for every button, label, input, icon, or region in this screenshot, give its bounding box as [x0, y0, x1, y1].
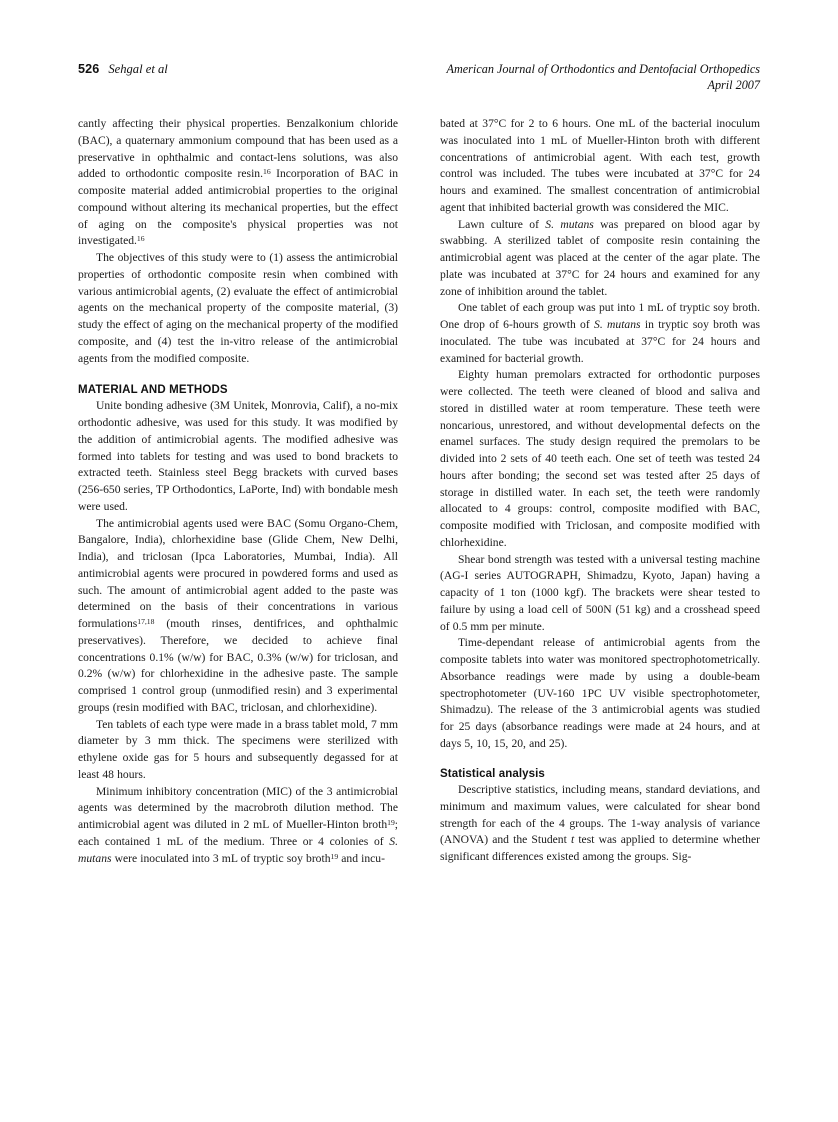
page-number: 526 [78, 62, 100, 76]
paragraph-continued-incubation: bated at 37°C for 2 to 6 hours. One mL of the bacterial inoculum was inoculated into 1 mL of Mueller-Hinton broth with different concentrations of antimicrobial agent. With each test, growth control was included. The tubes were incubated at 37°C for 24 hours and examined. The smallest concentration of antimicrobial agent that inhibited bacterial growth was considered the MIC. [440, 117, 760, 214]
heading-material-and-methods: MATERIAL AND METHODS [78, 383, 228, 396]
paragraph-objectives: The objectives of this study were to (1) assess the antimicrobial properties of orthodontic composite resin when combined with various antimicrobial agents, (2) evaluate the effect of antimicrobial agents on the mechanical property of the composite material, (3) study the effect of aging on the mechanical property of the modified composite, and (4) test the in-vitro release of the antimicrobial agents from the modified composite. [78, 251, 398, 365]
author-byline: Sehgal et al [108, 62, 168, 76]
paragraph-mic: Minimum inhibitory concentration (MIC) of the 3 antimicrobial agents was determined by the macrobroth dilution method. The antimicrobial agent was diluted in 2 mL of Mueller-Hinton broth$^{19}$; each contained 1 mL of the medium. Three or 4 colonies of S. mutans were inoculated into 3 mL of tryptic soy broth$^{19}$ and incu- [78, 784, 398, 865]
paragraph-time-dependant-release: Time-dependant release of antimicrobial agents from the composite tablets into water was monitored spectrophotometrically. Absorbance readings were made by using a double-beam spectrophotometer (UV-160 1PC UV visible spectrophotometer, Shimadzu). The release of the 3 antimicrobial agents was studied for 25 days (absorbance readings were made at 24 hours, and at days 5, 10, 15, 20, and 25). [440, 636, 760, 750]
paragraph-descriptive-statistics: Descriptive statistics, including means, standard deviations, and minimum and maximum values, were calculated for shear bond strength for each of the 4 groups. The 1-way analysis of variance (ANOVA) and the Student t test was applied to determine whether significant differences existed among the groups. Sig- [440, 783, 760, 863]
paragraph-continued-benzalkonium: cantly affecting their physical properties. Benzalkonium chloride (BAC), a quaternary ammonium compound that has been used as a preservative in ophthalmic and contact-lens solutions, was also added to orthodontic composite resin.$^{16}$ Incorporation of BAC in composite material added antimicrobial properties to the original compound without altering its mechanical properties, but the effect of aging on the composite's physical properties was not investigated.$^{16}$ [78, 117, 399, 248]
issue-date: April 2007 [707, 77, 760, 92]
running-head-left [78, 62, 168, 77]
paragraph-tablet-broth: One tablet of each group was put into 1 mL of tryptic soy broth. One drop of 6-hours growth of S. mutans in tryptic soy broth was inoculated. The tube was incubated at 37°C for 24 hours and examined for bacterial growth. [440, 301, 761, 365]
column-left [78, 116, 398, 867]
paragraph-premolars: Eighty human premolars extracted for orthodontic purposes were collected. The teeth were cleaned of blood and saliva and stored in distilled water at room temperature. These teeth were noncarious, unrestored, and without developmental defects on the enamel surfaces. The study design required the premolars to be divided into 2 sets of 40 teeth each. One set of teeth was tested 24 hours after bonding; the second set was tested after 25 days of storage in distilled water. In each set, the teeth were randomly allocated to 4 groups: control, composite modified with BAC, composite modified with Triclosan, and composite modified with chlorhexidine. [440, 368, 760, 549]
column-right [440, 116, 760, 866]
journal-title: American Journal of Orthodontics and Dentofacial Orthopedics [446, 62, 760, 76]
paragraph-shear-bond-strength: Shear bond strength was tested with a universal testing machine (AG-I series AUTOGRAPH, Shimadzu, Kyoto, Japan) having a capacity of 1 ton (1000 kgf). The brackets were shear tested to failure by using a load cell of 500N (51 kg) and a crosshead speed of 0.5 mm per minute. [440, 552, 760, 633]
running-head-right [447, 62, 760, 93]
paragraph-tablets: Ten tablets of each type were made in a brass tablet mold, 7 mm diameter by 3 mm thick. The specimens were sterilized with ethylene oxide gas for 5 hours and subsequently degassed for at least 48 hours. [78, 717, 398, 781]
running-head [78, 62, 760, 96]
paragraph-lawn-culture: Lawn culture of S. mutans was prepared on blood agar by swabbing. A sterilized tablet of composite resin containing the antimicrobial agent was placed at the center of the agar plate. The plate was incubated at 37°C for 24 hours and examined for any zone of inhibition around the tablet. [440, 217, 761, 298]
paragraph-antimicrobial-agents: The antimicrobial agents used were BAC (Somu Organo-Chem, Bangalore, India), chlorhexidine base (Glide Chem, New Delhi, India), and triclosan (Ipca Laboratories, Mumbai, India). All antimicrobial agents were procured in powdered forms and used as such. The amount of antimicrobial agent added to the paste was determined on the basis of their concentrations in various formulations$^{17,18}$ (mouth rinses, dentifrices, and ophthalmic preservatives). Therefore, we decided to achieve final concentrations 0.1% (w/w) for BAC, 0.3% (w/w) for triclosan, and 0.2% (w/w) for chlorhexidine in the adhesive paste. The sample comprised 1 control group (unmodified resin) and 3 experimental groups (resin modified with BAC, triclosan, and chlorhexidine). [78, 516, 398, 714]
heading-statistical-analysis: Statistical analysis [440, 767, 545, 780]
body-columns [78, 116, 760, 1056]
paragraph-bonding-adhesive: Unite bonding adhesive (3M Unitek, Monrovia, Calif), a no-mix orthodontic adhesive, was used for this study. It was modified by the addition of antimicrobial agents. The modified adhesive was formed into tablets for testing and was used to bond brackets to extracted teeth. Stainless steel Begg brackets with curved bases (256-650 series, TP Orthodontics, LaPorte, Ind) with bondable mesh were used. [78, 399, 398, 513]
